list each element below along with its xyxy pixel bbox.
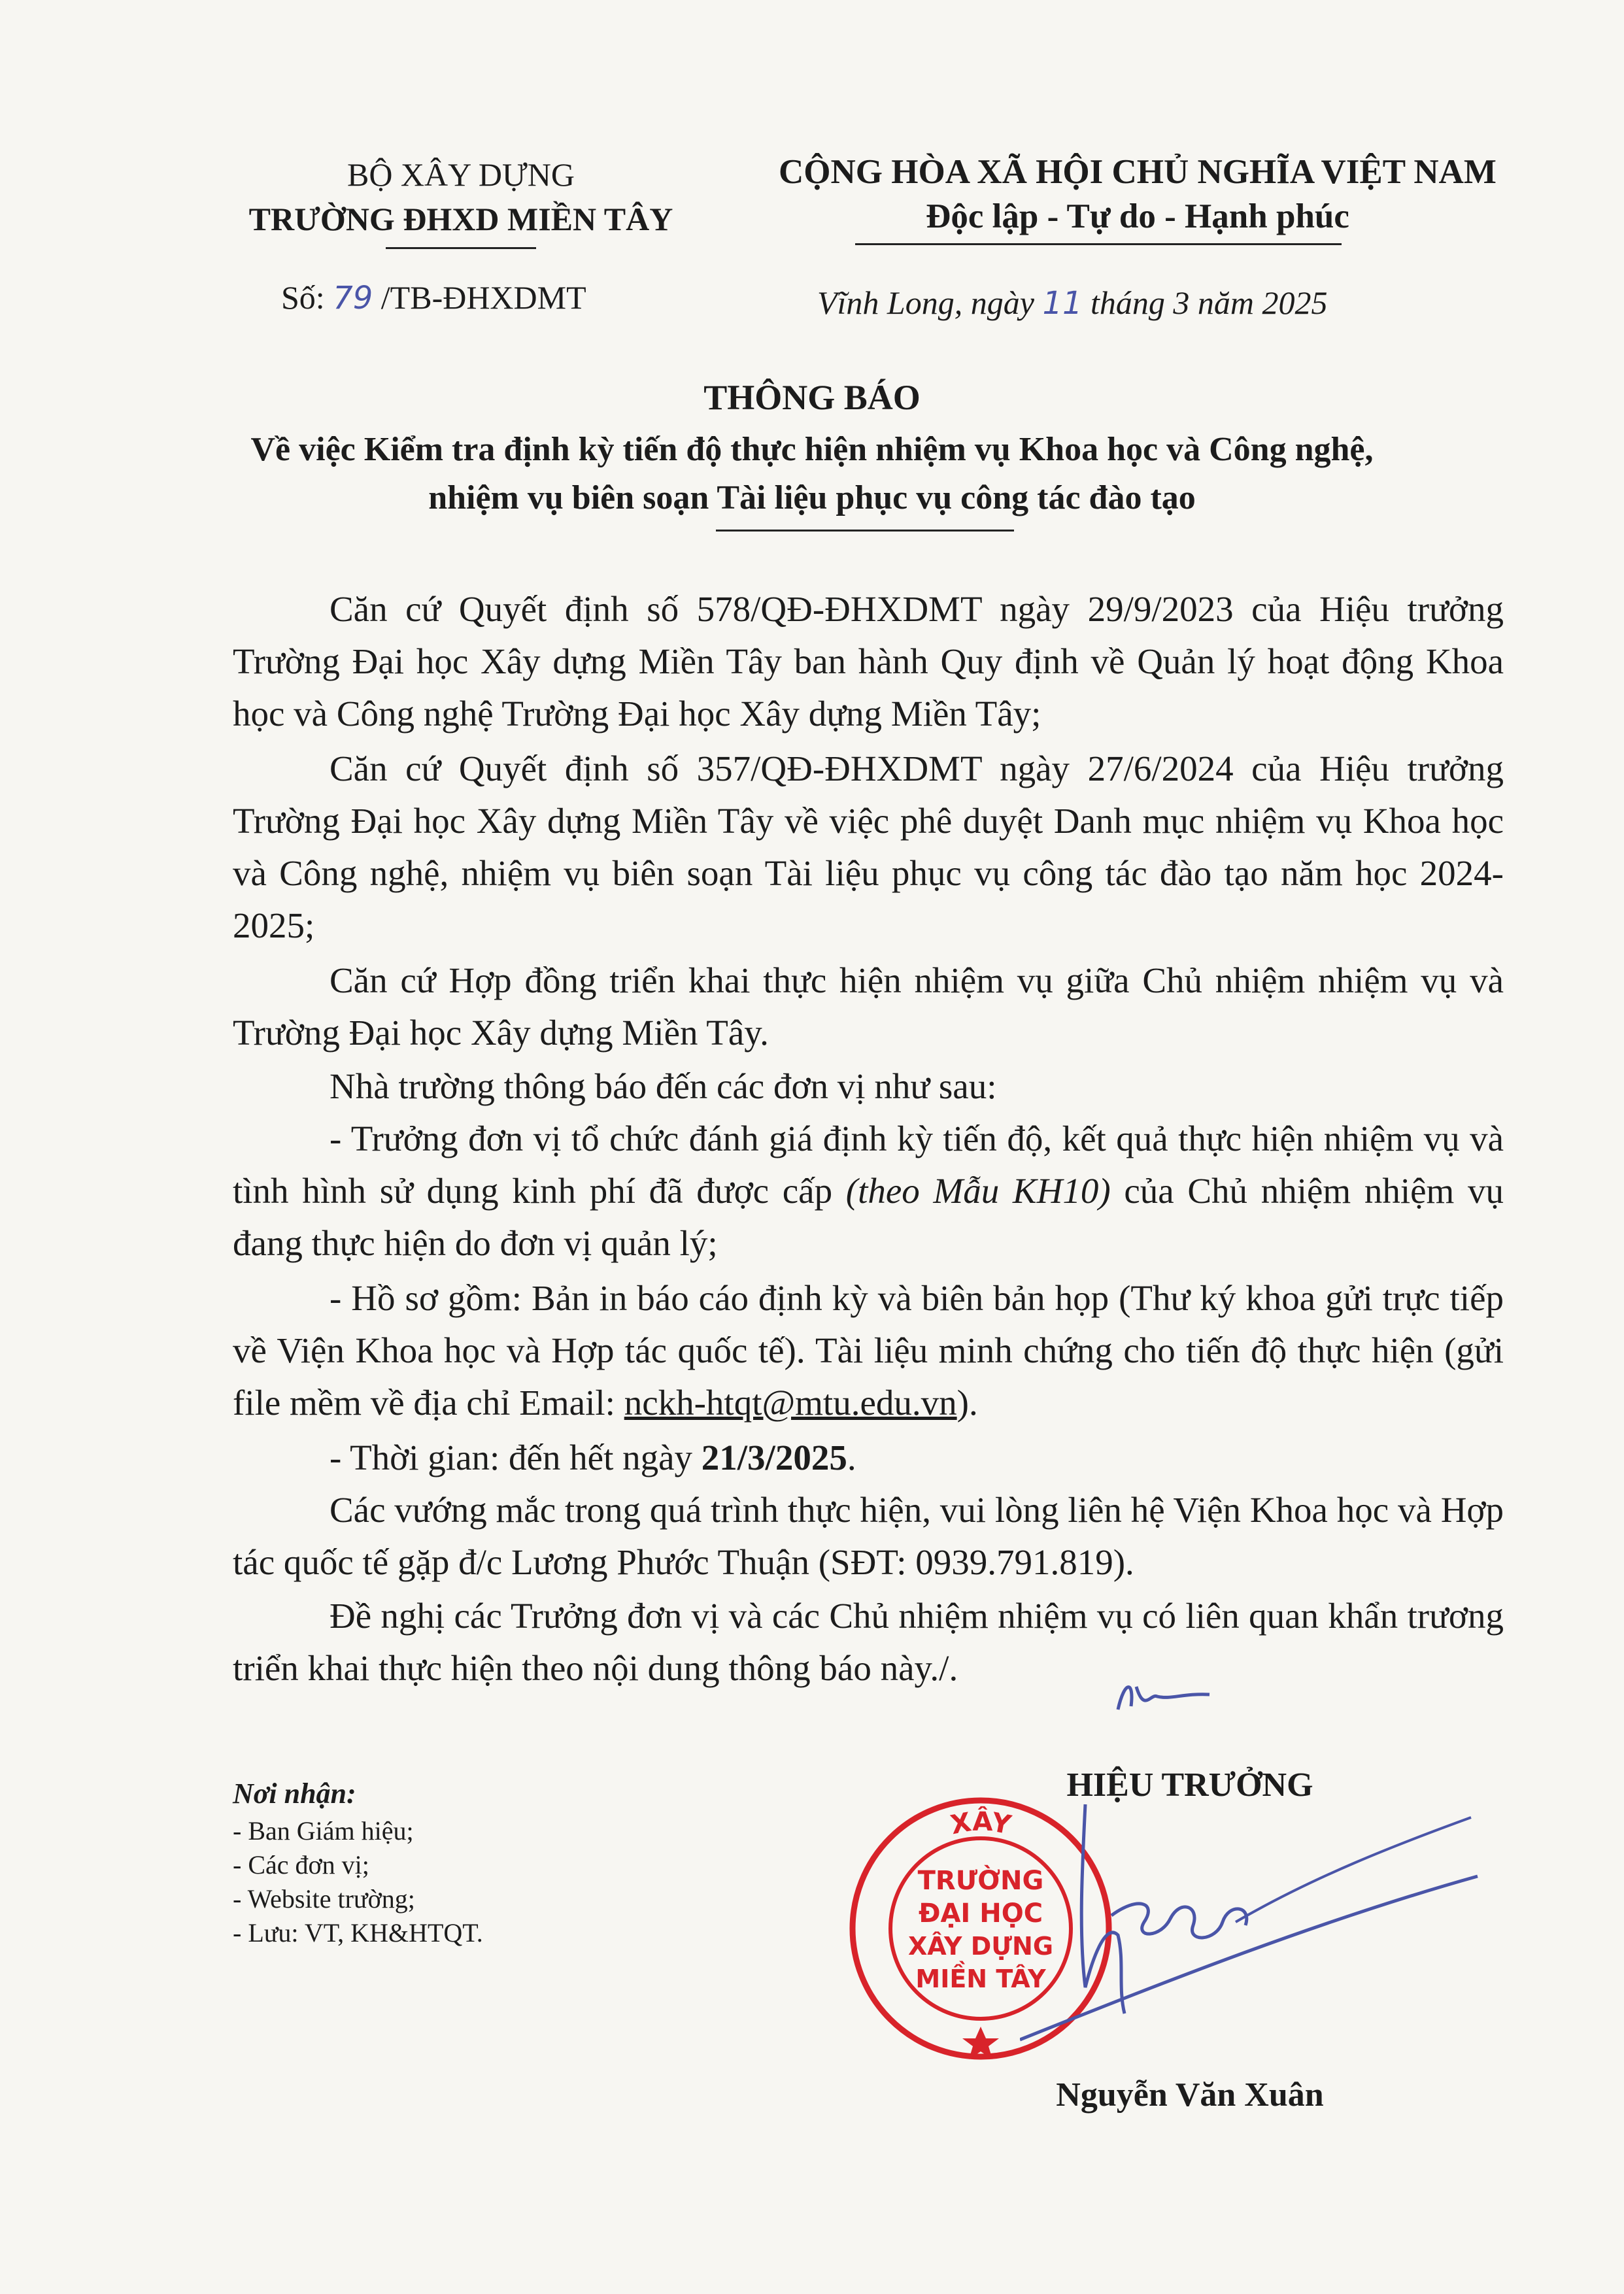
- p7-text-a: - Thời gian: đến hết ngày: [330, 1438, 702, 1477]
- stamp-line: TRƯỜNG: [917, 1866, 1044, 1896]
- date-prefix: Vĩnh Long, ngày: [817, 284, 1034, 321]
- paragraph-contact: Các vướng mắc trong quá trình thực hiện, vui lòng liên hệ Viện Khoa học và Hợp tác quốc tế gặp đ/c Lương Phước Thuận (SĐT: 0939.791.819).: [233, 1490, 1504, 1582]
- p6-text-b: ).: [956, 1383, 978, 1423]
- subject-line-1: Về việc Kiểm tra định kỳ tiến độ thực hiện nhiệm vụ Khoa học và Công nghệ,: [250, 431, 1374, 468]
- nation-motto: Độc lập - Tự do - Hạnh phúc: [926, 197, 1349, 235]
- p5-text-a: - Trưởng đơn vị tổ chức đánh giá định kỳ tiến độ, kết quả thực hiện nhiệm vụ và tình hình sử dụng kinh phí đã được cấp: [233, 1119, 1504, 1211]
- nation-name: CỘNG HÒA XÃ HỘI CHỦ NGHĨA VIỆT NAM: [779, 153, 1497, 191]
- stamp-line: MIỀN TÂY: [915, 1965, 1046, 1993]
- signer-position: HIỆU TRƯỞNG: [1066, 1766, 1313, 1804]
- form-reference: (theo Mẫu KH10): [845, 1171, 1111, 1211]
- contact-email-link[interactable]: nckh-htqt@mtu.edu.vn: [624, 1383, 957, 1423]
- recipient-item: - Website trường;: [233, 1884, 415, 1914]
- paragraph-basis-2: Căn cứ Quyết định số 357/QĐ-ĐHXDMT ngày 27/6/2024 của Hiệu trưởng Trường Đại học Xây dựng Miền Tây về việc phê duyệt Danh mục nhiệm vụ Khoa học và Công nghệ, nhiệm vụ biên soạn Tài liệu phục vụ công tác đào tạo năm học 2024-2025;: [233, 749, 1504, 945]
- stamp-ring-text: XÂY: [948, 1806, 1013, 1841]
- paragraph-request: Đề nghị các Trưởng đơn vị và các Chủ nhiệm nhiệm vụ có liên quan khẩn trương triển khai thực hiện theo nội dung thông báo này./.: [233, 1596, 1504, 1688]
- paragraph-basis-1: Căn cứ Quyết định số 578/QĐ-ĐHXDMT ngày 29/9/2023 của Hiệu trưởng Trường Đại học Xây dựng Miền Tây ban hành Quy định về Quản lý hoạt động Khoa học và Công nghệ Trường Đại học Xây dựng Miền Tây;: [233, 589, 1504, 734]
- paragraph-basis-3: Căn cứ Hợp đồng triển khai thực hiện nhiệm vụ giữa Chủ nhiệm nhiệm vụ và Trường Đại học Xây dựng Miền Tây.: [233, 960, 1504, 1053]
- subject-line-2: nhiệm vụ biên soạn Tài liệu phục vụ công tác đào tạo: [428, 479, 1196, 516]
- paragraph-deadline: [233, 1432, 1504, 1484]
- recipient-item: - Ban Giám hiệu;: [233, 1816, 414, 1846]
- title-underline: [716, 530, 1014, 531]
- initials-scribble: [1111, 1674, 1216, 1719]
- recipients-list: [233, 1814, 690, 1950]
- handwritten-signature: [1020, 1765, 1491, 2079]
- school-underline: [386, 247, 536, 249]
- paragraph-documents: [233, 1272, 1504, 1429]
- p7-text-b: .: [847, 1438, 856, 1477]
- p6-text-a: - Hồ sơ gồm: Bản in báo cáo định kỳ và biên bản họp (Thư ký khoa gửi trực tiếp về Viện Khoa học và Hợp tác quốc tế). Tài liệu minh chứng cho tiến độ thực hiện (gửi file mềm về địa chỉ Email:: [233, 1278, 1504, 1423]
- deadline-date: 21/3/2025: [701, 1438, 847, 1477]
- motto-underline: [855, 243, 1342, 245]
- recipients-title: Nơi nhận:: [233, 1778, 356, 1810]
- recipient-item: - Các đơn vị;: [233, 1850, 369, 1880]
- paragraph-announcement: Nhà trường thông báo đến các đơn vị như sau:: [330, 1066, 997, 1106]
- school-name: TRƯỜNG ĐHXD MIỀN TÂY: [248, 201, 673, 237]
- date-day-handwritten: 11: [1042, 285, 1083, 322]
- document-date: [817, 280, 1536, 326]
- recipient-item: - Lưu: VT, KH&HTQT.: [233, 1918, 483, 1948]
- document-number: [281, 275, 739, 321]
- ministry-name: BỘ XÂY DỰNG: [347, 156, 575, 193]
- number-handwritten: 79: [333, 280, 373, 316]
- p5-text-b: của Chủ nhiệm nhiệm vụ đang thực hiện do đơn vị quản lý;: [233, 1171, 1504, 1263]
- number-prefix: Số:: [281, 279, 325, 316]
- stamp-line: ĐẠI HỌC: [918, 1898, 1043, 1929]
- paragraph-unit-heads: [233, 1113, 1504, 1270]
- stamp-line: XÂY DỰNG: [907, 1932, 1054, 1961]
- number-suffix: /TB-ĐHXDMT: [381, 279, 586, 316]
- signer-name: Nguyễn Văn Xuân: [1056, 2076, 1324, 2114]
- date-suffix: tháng 3 năm 2025: [1091, 284, 1328, 321]
- document-title: THÔNG BÁO: [703, 378, 921, 417]
